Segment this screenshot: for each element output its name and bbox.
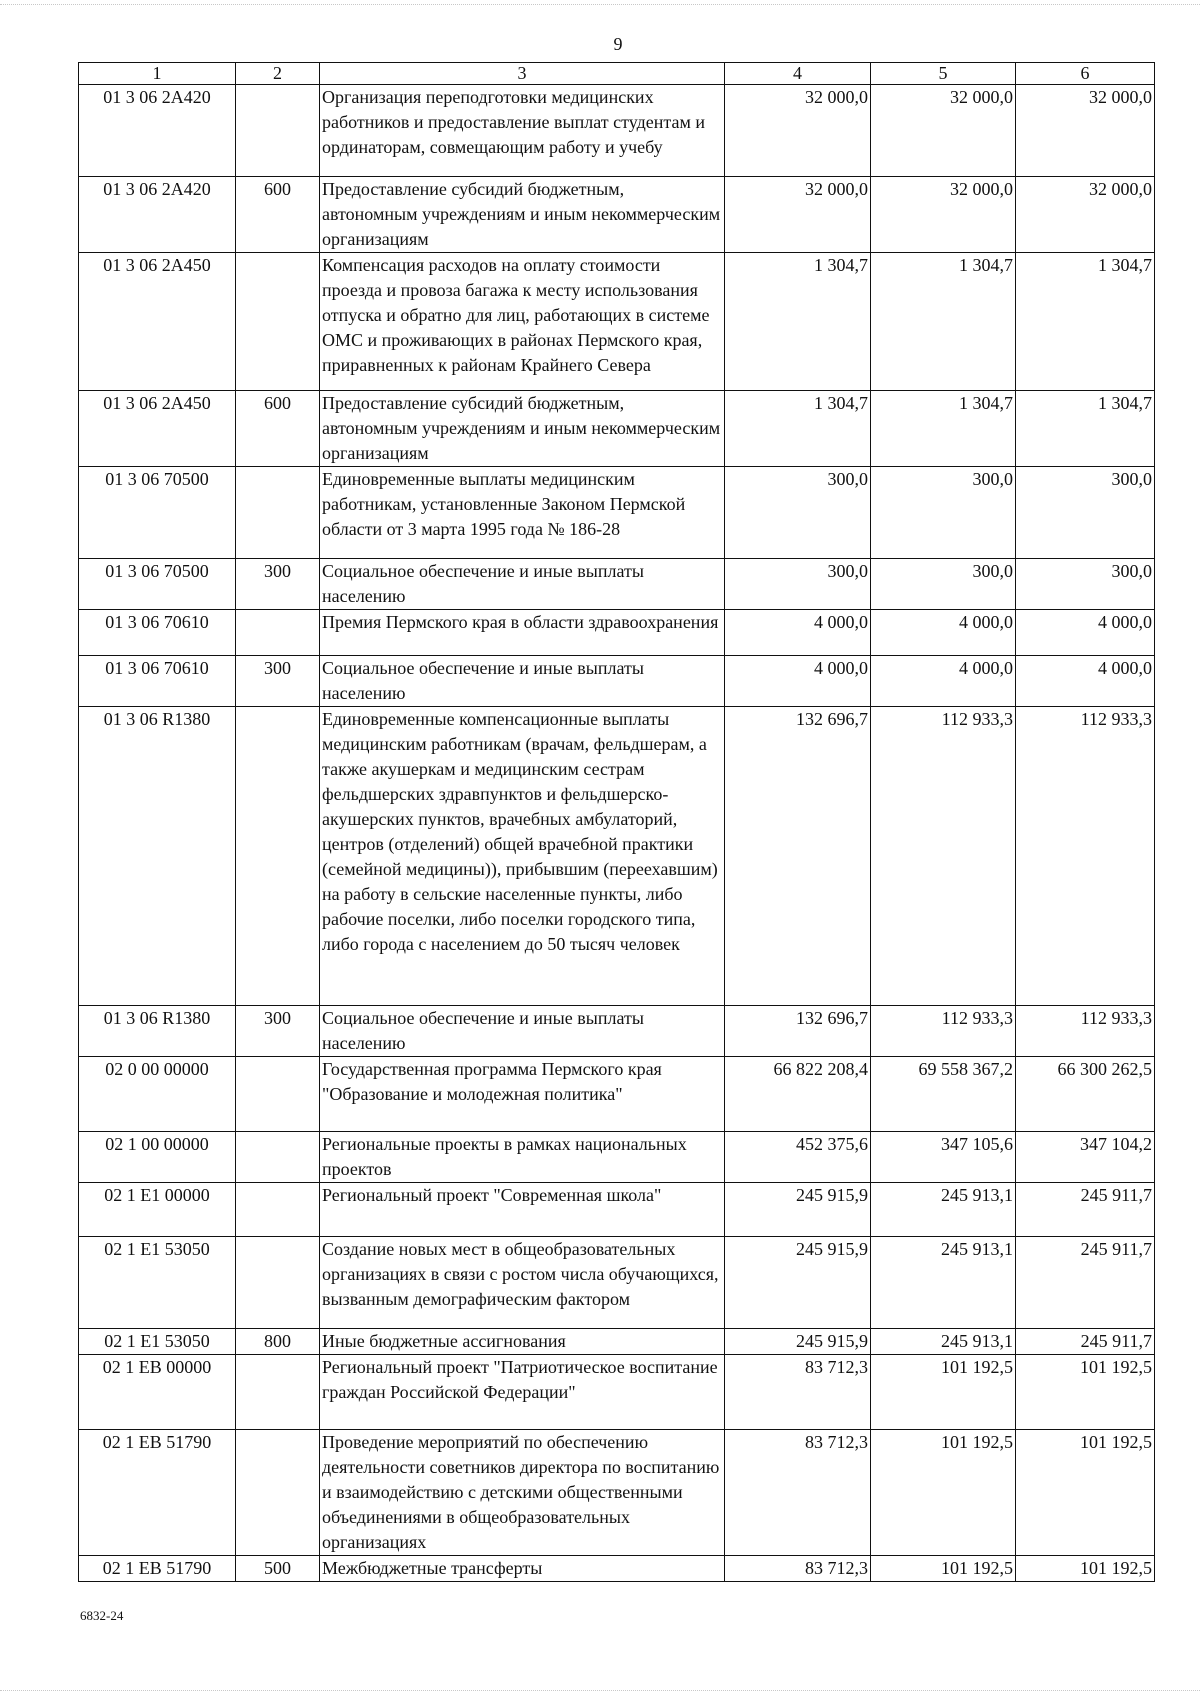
table-row [79,1430,1155,1556]
amount-col6-cell: 4 000,0 [1016,656,1155,707]
amount-col4-cell: 1 304,7 [725,253,871,391]
description-cell: Единовременные выплаты медицинским работникам, установленные Законом Пермской области от 3 марта 1995 года № 186-28 [320,467,725,559]
amount-col5-cell: 300,0 [871,559,1016,610]
amount-col4-cell: 66 822 208,4 [725,1057,871,1132]
amount-col4-cell: 452 375,6 [725,1132,871,1183]
description-cell: Региональный проект "Современная школа" [320,1183,725,1237]
description-cell: Предоставление субсидий бюджетным, автономным учреждениям и иным некоммерческим организациям [320,391,725,467]
expense-type-cell: 600 [236,391,320,467]
expense-type-cell [236,610,320,656]
code-cell: 02 0 00 00000 [79,1057,236,1132]
expense-type-cell: 300 [236,1006,320,1057]
code-cell: 02 1 Е1 53050 [79,1237,236,1329]
table-row [79,1132,1155,1183]
description-cell: Единовременные компенсационные выплаты медицинским работникам (врачам, фельдшерам, а также акушеркам и медицинским сестрам фельдшерских здравпунктов и фельдшерско-акушерских пунктов, врачебных амбулаторий, центров (отделений) общей врачебной практики (семейной медицины)), прибывшим (переехавшим) на работу в сельские населенные пункты, либо рабочие поселки, либо поселки городского типа, либо города с населением до 50 тысяч человек [320,707,725,1006]
expense-type-cell: 800 [236,1329,320,1355]
table-row [79,1057,1155,1132]
expense-type-cell [236,1237,320,1329]
amount-col4-cell: 132 696,7 [725,707,871,1006]
code-cell: 01 3 06 70610 [79,656,236,707]
amount-col4-cell: 245 915,9 [725,1183,871,1237]
expense-type-cell: 300 [236,559,320,610]
expense-type-cell [236,1183,320,1237]
code-cell: 02 1 Е1 53050 [79,1329,236,1355]
amount-col5-cell: 112 933,3 [871,1006,1016,1057]
expense-type-cell [236,707,320,1006]
expense-type-cell [236,1430,320,1556]
amount-col5-cell: 4 000,0 [871,656,1016,707]
column-header-1: 1 [79,63,236,85]
table-row [79,1237,1155,1329]
code-cell: 01 3 06 70500 [79,467,236,559]
amount-col6-cell: 32 000,0 [1016,85,1155,177]
column-header-6: 6 [1016,63,1155,85]
budget-table [78,62,1155,1582]
table-row [79,467,1155,559]
amount-col5-cell: 245 913,1 [871,1237,1016,1329]
amount-col6-cell: 112 933,3 [1016,707,1155,1006]
amount-col6-cell: 4 000,0 [1016,610,1155,656]
amount-col5-cell: 4 000,0 [871,610,1016,656]
amount-col6-cell: 1 304,7 [1016,253,1155,391]
code-cell: 01 3 06 2А450 [79,253,236,391]
amount-col6-cell: 112 933,3 [1016,1006,1155,1057]
description-cell: Иные бюджетные ассигнования [320,1329,725,1355]
amount-col6-cell: 245 911,7 [1016,1237,1155,1329]
amount-col6-cell: 300,0 [1016,559,1155,610]
code-cell: 02 1 ЕВ 00000 [79,1355,236,1430]
amount-col4-cell: 32 000,0 [725,85,871,177]
column-header-2: 2 [236,63,320,85]
amount-col6-cell: 1 304,7 [1016,391,1155,467]
expense-type-cell: 500 [236,1556,320,1582]
table-row [79,1183,1155,1237]
code-cell: 02 1 00 00000 [79,1132,236,1183]
expense-type-cell [236,253,320,391]
expense-type-cell [236,85,320,177]
code-cell: 02 1 Е1 00000 [79,1183,236,1237]
amount-col5-cell: 101 192,5 [871,1556,1016,1582]
code-cell: 01 3 06 70500 [79,559,236,610]
description-cell: Межбюджетные трансферты [320,1556,725,1582]
code-cell: 01 3 06 2А420 [79,85,236,177]
code-cell: 02 1 ЕВ 51790 [79,1556,236,1582]
description-cell: Компенсация расходов на оплату стоимости проезда и провоза багажа к месту использования отпуска и обратно для лиц, работающих в системе ОМС и проживающих в районах Пермского края, приравненных к районам Крайнего Севера [320,253,725,391]
amount-col4-cell: 300,0 [725,467,871,559]
description-cell: Проведение мероприятий по обеспечению деятельности советников директора по воспитанию и взаимодействию с детскими общественными объединениями в общеобразовательных организациях [320,1430,725,1556]
table-row [79,707,1155,1006]
code-cell: 01 3 06 2А420 [79,177,236,253]
description-cell: Социальное обеспечение и иные выплаты населению [320,656,725,707]
code-cell: 01 3 06 R1380 [79,1006,236,1057]
amount-col4-cell: 83 712,3 [725,1556,871,1582]
table-row [79,1329,1155,1355]
amount-col6-cell: 300,0 [1016,467,1155,559]
page-number: 9 [613,34,623,54]
code-cell: 01 3 06 R1380 [79,707,236,1006]
amount-col5-cell: 1 304,7 [871,391,1016,467]
description-cell: Предоставление субсидий бюджетным, автономным учреждениям и иным некоммерческим организациям [320,177,725,253]
expense-type-cell: 600 [236,177,320,253]
description-cell: Премия Пермского края в области здравоохранения [320,610,725,656]
table-row [79,1355,1155,1430]
table-row [79,85,1155,177]
description-cell: Региональный проект "Патриотическое воспитание граждан Российской Федерации" [320,1355,725,1430]
amount-col5-cell: 101 192,5 [871,1355,1016,1430]
document-id: 6832-24 [80,1608,124,1623]
amount-col6-cell: 32 000,0 [1016,177,1155,253]
description-cell: Социальное обеспечение и иные выплаты населению [320,1006,725,1057]
table-row [79,559,1155,610]
table-row [79,1556,1155,1582]
amount-col4-cell: 245 915,9 [725,1329,871,1355]
code-cell: 02 1 ЕВ 51790 [79,1430,236,1556]
expense-type-cell [236,1132,320,1183]
table-row [79,610,1155,656]
code-cell: 01 3 06 2А450 [79,391,236,467]
column-header-4: 4 [725,63,871,85]
amount-col5-cell: 32 000,0 [871,85,1016,177]
amount-col5-cell: 347 105,6 [871,1132,1016,1183]
table-header-row [79,63,1155,85]
table-row [79,656,1155,707]
scan-edge-bottom [0,1690,1200,1691]
amount-col4-cell: 83 712,3 [725,1355,871,1430]
amount-col4-cell: 4 000,0 [725,610,871,656]
description-cell: Социальное обеспечение и иные выплаты населению [320,559,725,610]
expense-type-cell: 300 [236,656,320,707]
amount-col5-cell: 245 913,1 [871,1183,1016,1237]
amount-col6-cell: 101 192,5 [1016,1430,1155,1556]
expense-type-cell [236,1057,320,1132]
scan-edge-top [0,4,1200,5]
amount-col5-cell: 300,0 [871,467,1016,559]
table-row [79,1006,1155,1057]
description-cell: Государственная программа Пермского края "Образование и молодежная политика" [320,1057,725,1132]
amount-col5-cell: 245 913,1 [871,1329,1016,1355]
amount-col6-cell: 101 192,5 [1016,1355,1155,1430]
amount-col6-cell: 245 911,7 [1016,1329,1155,1355]
amount-col5-cell: 1 304,7 [871,253,1016,391]
amount-col6-cell: 347 104,2 [1016,1132,1155,1183]
amount-col4-cell: 245 915,9 [725,1237,871,1329]
amount-col6-cell: 245 911,7 [1016,1183,1155,1237]
amount-col6-cell: 101 192,5 [1016,1556,1155,1582]
table-row [79,177,1155,253]
amount-col4-cell: 132 696,7 [725,1006,871,1057]
amount-col4-cell: 83 712,3 [725,1430,871,1556]
expense-type-cell [236,467,320,559]
table-row [79,391,1155,467]
amount-col5-cell: 112 933,3 [871,707,1016,1006]
table-row [79,253,1155,391]
description-cell: Создание новых мест в общеобразовательных организациях в связи с ростом числа обучающихся, вызванным демографическим фактором [320,1237,725,1329]
amount-col6-cell: 66 300 262,5 [1016,1057,1155,1132]
description-cell: Региональные проекты в рамках национальных проектов [320,1132,725,1183]
amount-col4-cell: 1 304,7 [725,391,871,467]
code-cell: 01 3 06 70610 [79,610,236,656]
amount-col5-cell: 69 558 367,2 [871,1057,1016,1132]
amount-col4-cell: 300,0 [725,559,871,610]
description-cell: Организация переподготовки медицинских работников и предоставление выплат студентам и ординаторам, совмещающим работу и учебу [320,85,725,177]
expense-type-cell [236,1355,320,1430]
amount-col5-cell: 32 000,0 [871,177,1016,253]
amount-col4-cell: 32 000,0 [725,177,871,253]
amount-col5-cell: 101 192,5 [871,1430,1016,1556]
column-header-3: 3 [320,63,725,85]
column-header-5: 5 [871,63,1016,85]
table-body [79,63,1155,1582]
amount-col4-cell: 4 000,0 [725,656,871,707]
